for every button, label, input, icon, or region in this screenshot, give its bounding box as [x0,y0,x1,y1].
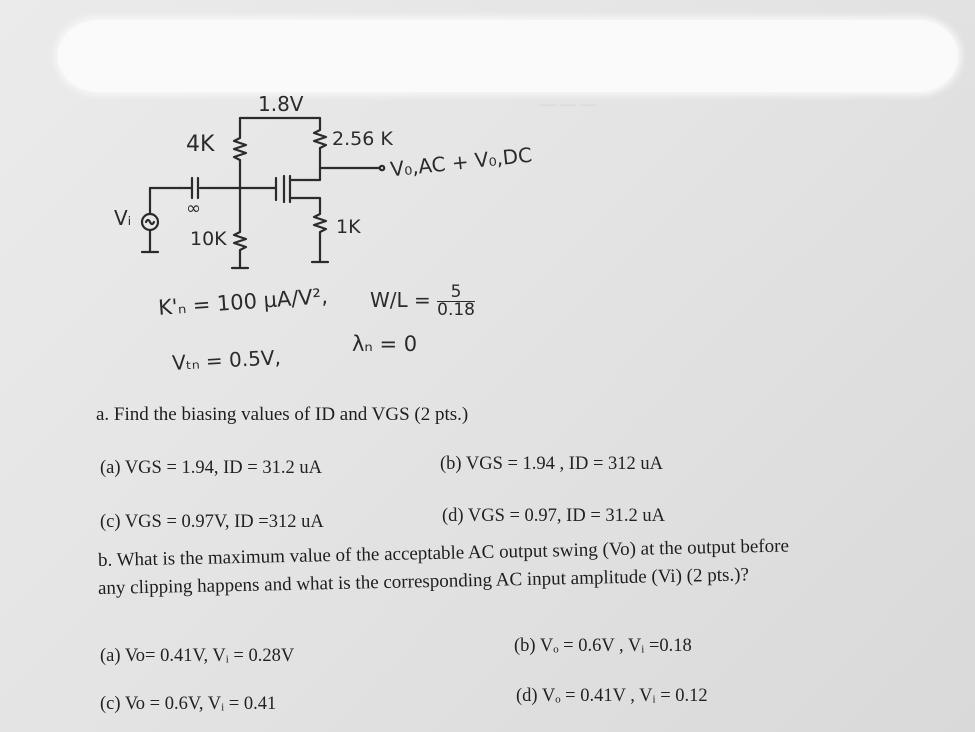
label-r-10k: 10K [190,228,227,250]
resistor-4k [234,118,246,188]
param-wl-den: 0.18 [437,300,475,320]
param-kn: K'ₙ = 100 μA/V², [157,284,329,320]
label-input: Vᵢ [114,206,132,230]
question-a-option-b: (b) VGS = 1.94 , ID = 312 uA [440,454,663,474]
show-through-text: — — — [540,96,596,113]
question-b-option-b: (b) Vₒ = 0.6V , Vᵢ =0.18 [514,636,692,656]
question-a-option-a: (a) VGS = 1.94, ID = 31.2 uA [100,458,322,478]
param-wl-prefix: W/L = [370,288,431,312]
question-b-prompt-line1: b. What is the maximum value of the acceptable AC output swing (Vo) at the output before [97,535,790,571]
question-a-option-c: (c) VGS = 0.97V, ID =312 uA [100,512,324,532]
param-wl-num: 5 [437,284,475,302]
resistor-drain [314,118,326,168]
mosfet [276,168,320,202]
question-a-option-d: (d) VGS = 0.97, ID = 31.2 uA [442,506,665,526]
label-r-drain: 2.56 K [332,128,393,150]
question-b-option-c: (c) Vo = 0.6V, Vᵢ = 0.41 [100,694,277,714]
param-wl-fraction [437,284,475,319]
label-r-1k: 1K [336,216,361,238]
resistor-source [312,200,328,262]
param-wl [370,284,475,319]
question-a-prompt: a. Find the biasing values of ID and VGS (2 pts.) [96,404,469,425]
param-vtn: Vₜₙ = 0.5V, [171,345,282,375]
param-lambda: λₙ = 0 [352,332,418,356]
question-b-option-a: (a) Vo= 0.41V, Vᵢ = 0.28V [100,646,295,666]
resistor-10k [232,188,248,268]
label-output: V₀,AC + V₀,DC [389,142,534,182]
label-r-4k: 4K [186,132,215,157]
label-supply: 1.8V [258,92,304,116]
label-cap: ∞ [186,198,201,219]
coupling-cap [180,178,198,198]
question-b-option-d: (d) Vₒ = 0.41V , Vᵢ = 0.12 [516,686,708,706]
question-b-prompt-line2: any clipping happens and what is the corresponding AC input amplitude (Vi) (2 pts.)? [97,564,750,599]
